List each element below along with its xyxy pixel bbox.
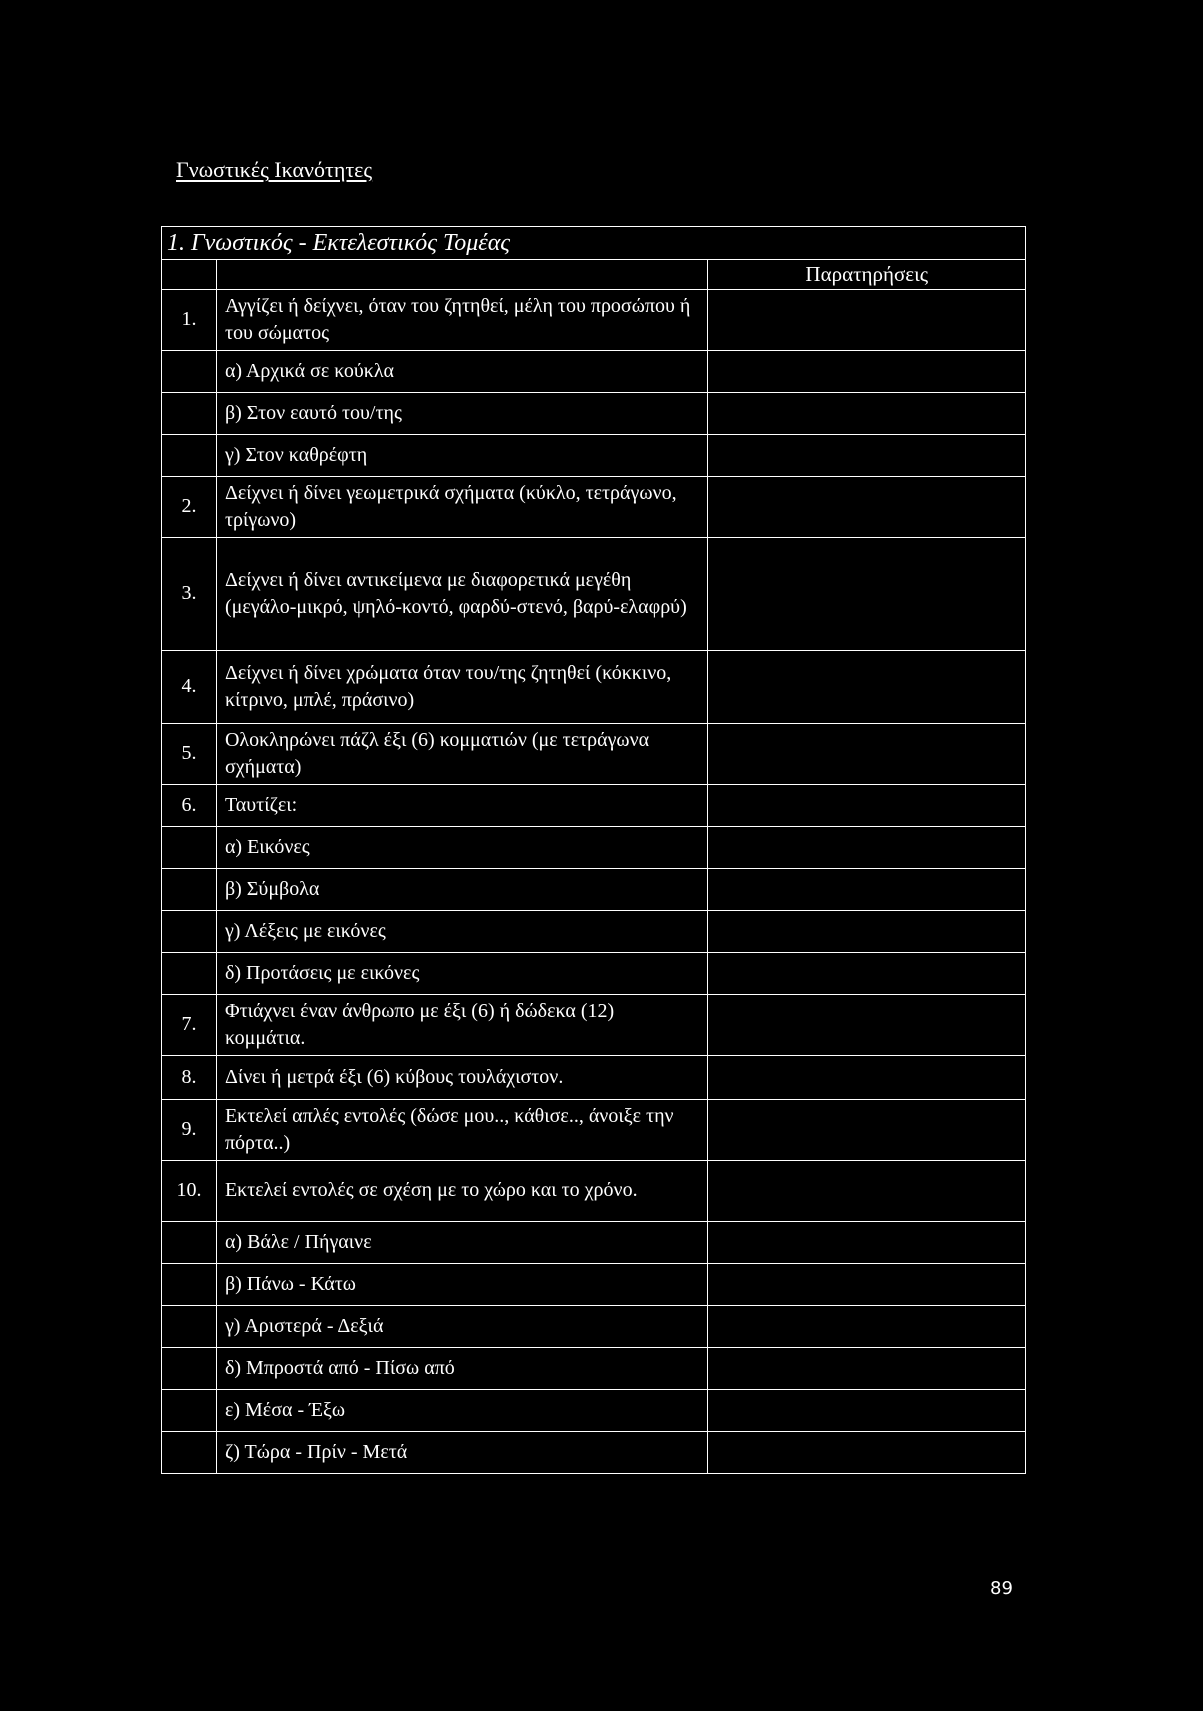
observation-cell[interactable]	[708, 1389, 1026, 1431]
table-row	[162, 537, 1026, 650]
table-row	[162, 826, 1026, 868]
item-number: 8.	[162, 1055, 217, 1099]
item-text: β) Στον εαυτό του/της	[216, 392, 708, 434]
item-number	[162, 868, 217, 910]
observation-cell[interactable]	[708, 1263, 1026, 1305]
item-number: 3.	[162, 537, 217, 650]
table-row	[162, 476, 1026, 537]
item-number: 10.	[162, 1160, 217, 1221]
page-heading: Γνωστικές Ικανότητες	[176, 157, 373, 182]
item-number: 4.	[162, 650, 217, 723]
table-row	[162, 650, 1026, 723]
header-row	[162, 260, 1026, 289]
item-number	[162, 952, 217, 994]
observation-cell[interactable]	[708, 952, 1026, 994]
observation-cell[interactable]	[708, 434, 1026, 476]
item-number	[162, 1221, 217, 1263]
observation-cell[interactable]	[708, 868, 1026, 910]
observation-cell[interactable]	[708, 784, 1026, 826]
table-row	[162, 1099, 1026, 1160]
observation-cell[interactable]	[708, 1347, 1026, 1389]
observation-cell[interactable]	[708, 723, 1026, 784]
observation-cell[interactable]	[708, 910, 1026, 952]
section-title: 1. Γνωστικός - Εκτελεστικός Τομέας	[162, 227, 1026, 260]
item-number	[162, 910, 217, 952]
observation-cell[interactable]	[708, 994, 1026, 1055]
observation-cell[interactable]	[708, 537, 1026, 650]
header-spacer	[216, 260, 708, 289]
item-text: Δείχνει ή δίνει χρώματα όταν του/της ζητηθεί (κόκκινο, κίτρινο, μπλέ, πράσινο)	[216, 650, 708, 723]
item-text: ε) Μέσα - Έξω	[216, 1389, 708, 1431]
section-row	[162, 227, 1026, 260]
item-number: 6.	[162, 784, 217, 826]
observation-cell[interactable]	[708, 1221, 1026, 1263]
item-text: Δείχνει ή δίνει αντικείμενα με διαφορετικά μεγέθη (μεγάλο-μικρό, ψηλό-κοντό, φαρδύ-στενό, βαρύ-ελαφρύ)	[216, 537, 708, 650]
item-number	[162, 392, 217, 434]
item-number	[162, 826, 217, 868]
table-row	[162, 1431, 1026, 1473]
item-text: Φτιάχνει έναν άνθρωπο με έξι (6) ή δώδεκα (12) κομμάτια.	[216, 994, 708, 1055]
observation-cell[interactable]	[708, 826, 1026, 868]
table-row	[162, 1305, 1026, 1347]
table-row	[162, 1160, 1026, 1221]
observation-cell[interactable]	[708, 350, 1026, 392]
item-text: β) Σύμβολα	[216, 868, 708, 910]
observation-cell[interactable]	[708, 1305, 1026, 1347]
observation-cell[interactable]	[708, 650, 1026, 723]
observations-header: Παρατηρήσεις	[708, 260, 1026, 289]
item-text: α) Αρχικά σε κούκλα	[216, 350, 708, 392]
table-row	[162, 1055, 1026, 1099]
item-text: Εκτελεί εντολές σε σχέση με το χώρο και το χρόνο.	[216, 1160, 708, 1221]
table-row	[162, 784, 1026, 826]
table-row	[162, 1263, 1026, 1305]
observation-cell[interactable]	[708, 392, 1026, 434]
item-text: α) Βάλε / Πήγαινε	[216, 1221, 708, 1263]
item-number	[162, 350, 217, 392]
item-number: 2.	[162, 476, 217, 537]
observation-cell[interactable]	[708, 1160, 1026, 1221]
table-row	[162, 1389, 1026, 1431]
table-row	[162, 994, 1026, 1055]
table-row	[162, 289, 1026, 350]
item-number	[162, 1431, 217, 1473]
item-text: γ) Αριστερά - Δεξιά	[216, 1305, 708, 1347]
table-row	[162, 1221, 1026, 1263]
item-number: 7.	[162, 994, 217, 1055]
observation-cell[interactable]	[708, 476, 1026, 537]
table-row	[162, 434, 1026, 476]
page-number: 89	[990, 1578, 1013, 1599]
assessment-table	[161, 226, 1026, 1474]
item-text: Αγγίζει ή δείχνει, όταν του ζητηθεί, μέλη του προσώπου ή του σώματος	[216, 289, 708, 350]
item-text: γ) Λέξεις με εικόνες	[216, 910, 708, 952]
item-number: 1.	[162, 289, 217, 350]
item-text: Ταυτίζει:	[216, 784, 708, 826]
item-text: β) Πάνω - Κάτω	[216, 1263, 708, 1305]
item-number	[162, 1389, 217, 1431]
table-row	[162, 868, 1026, 910]
item-number	[162, 1305, 217, 1347]
item-number: 9.	[162, 1099, 217, 1160]
table-row	[162, 1347, 1026, 1389]
item-number	[162, 1263, 217, 1305]
item-text: Εκτελεί απλές εντολές (δώσε μου.., κάθισε.., άνοιξε την πόρτα..)	[216, 1099, 708, 1160]
table-row	[162, 392, 1026, 434]
item-text: Δίνει ή μετρά έξι (6) κύβους τουλάχιστον.	[216, 1055, 708, 1099]
item-text: γ) Στον καθρέφτη	[216, 434, 708, 476]
table-row	[162, 350, 1026, 392]
item-number: 5.	[162, 723, 217, 784]
item-text: Ολοκληρώνει πάζλ έξι (6) κομματιών (με τετράγωνα σχήματα)	[216, 723, 708, 784]
header-spacer	[162, 260, 217, 289]
item-number	[162, 434, 217, 476]
item-text: δ) Μπροστά από - Πίσω από	[216, 1347, 708, 1389]
item-text: δ) Προτάσεις με εικόνες	[216, 952, 708, 994]
observation-cell[interactable]	[708, 1431, 1026, 1473]
table-row	[162, 723, 1026, 784]
observation-cell[interactable]	[708, 1099, 1026, 1160]
table-row	[162, 952, 1026, 994]
observation-cell[interactable]	[708, 289, 1026, 350]
table-row	[162, 910, 1026, 952]
item-text: Δείχνει ή δίνει γεωμετρικά σχήματα (κύκλο, τετράγωνο, τρίγωνο)	[216, 476, 708, 537]
item-number	[162, 1347, 217, 1389]
item-text: α) Εικόνες	[216, 826, 708, 868]
observation-cell[interactable]	[708, 1055, 1026, 1099]
item-text: ζ) Τώρα - Πρίν - Μετά	[216, 1431, 708, 1473]
